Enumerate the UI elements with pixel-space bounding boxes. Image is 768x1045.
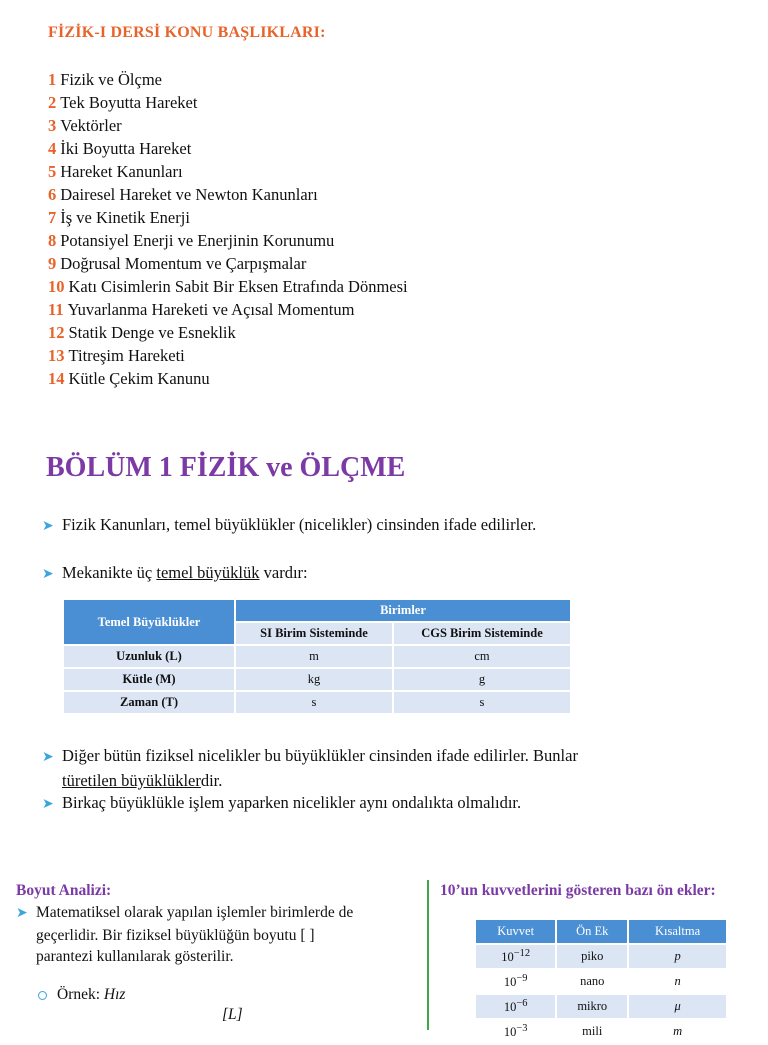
topic-item (48, 229, 408, 252)
topic-number: 6 (48, 185, 57, 204)
arrow-bullet-icon: ➤ (16, 906, 28, 921)
prefixes-table (474, 918, 728, 1045)
power-cell: $10^{-12}$ (475, 944, 556, 969)
topic-item (48, 160, 408, 183)
topic-item (48, 206, 408, 229)
topic-item (48, 68, 408, 91)
topic-text: Fizik ve Ölçme (60, 70, 162, 89)
chapter-title: BÖLÜM 1 FİZİK ve ÖLÇME (46, 452, 406, 483)
table-cell: p (628, 944, 727, 969)
bullet-temel-buyukluk (42, 561, 308, 586)
power-cell: $10^{-9}$ (475, 969, 556, 994)
table-cell: m (235, 645, 393, 668)
bullet-turetilen (42, 744, 728, 792)
topic-text: Yuvarlanma Hareketi ve Açısal Momentum (67, 300, 355, 319)
base-quantities-table (62, 598, 572, 715)
table-header: Temel Büyüklükler (63, 599, 235, 645)
topic-text: Doğrusal Momentum ve Çarpışmalar (60, 254, 307, 273)
table-row (475, 1019, 727, 1044)
boyut-line: geçerlidir. Bir fiziksel büyüklüğün boyutu [ ] (36, 926, 315, 944)
topic-item (48, 137, 408, 160)
bullet-text: dir. (200, 771, 223, 790)
prefixes-title: 10’un kuvvetlerini gösteren bazı ön ekler: (440, 882, 716, 899)
table-cell: Zaman (T) (63, 691, 235, 714)
topic-text: İş ve Kinetik Enerji (60, 208, 190, 227)
arrow-bullet-icon: ➤ (42, 750, 54, 765)
topic-number: 13 (48, 346, 65, 365)
table-cell: Uzunluk (L) (63, 645, 235, 668)
topic-number: 14 (48, 369, 65, 388)
arrow-bullet-icon: ➤ (42, 519, 54, 534)
bullet-underlined-text: temel büyüklük (156, 563, 260, 582)
topic-text: İki Boyutta Hareket (60, 139, 192, 158)
topics-list (48, 68, 408, 390)
topic-item (48, 298, 408, 321)
table-header: Ön Ek (556, 919, 628, 944)
topic-text: Potansiyel Enerji ve Enerjinin Korunumu (60, 231, 335, 250)
topic-text: Katı Cisimlerin Sabit Bir Eksen Etrafında Dönmesi (68, 277, 408, 296)
example-formula: [L] (222, 1006, 243, 1023)
bullet-fizik-kanunlari (42, 513, 536, 538)
topic-text: Titreşim Hareketi (68, 346, 185, 365)
table-row (475, 969, 727, 994)
topic-text: Hareket Kanunları (60, 162, 183, 181)
bullet-ondalik (42, 791, 728, 816)
table-header: Kısaltma (628, 919, 727, 944)
topic-number: 10 (48, 277, 65, 296)
power-cell: $10^{-3}$ (475, 1019, 556, 1044)
topic-number: 9 (48, 254, 57, 273)
table-row (63, 691, 571, 714)
bullet-text: vardır: (259, 563, 308, 582)
topic-number: 5 (48, 162, 57, 181)
table-row (63, 668, 571, 691)
table-cell: m (628, 1019, 727, 1044)
table-cell: cm (393, 645, 571, 668)
topic-item (48, 367, 408, 390)
topic-item (48, 183, 408, 206)
bullet-text: Fizik Kanunları, temel büyüklükler (nicelikler) cinsinden ifade edilirler. (62, 515, 537, 534)
arrow-bullet-icon: ➤ (42, 797, 54, 812)
table-cell: n (628, 969, 727, 994)
table-cell: mikro (556, 994, 628, 1019)
arrow-bullet-icon: ➤ (42, 567, 54, 582)
topic-number: 8 (48, 231, 57, 250)
topic-item (48, 344, 408, 367)
example-line (38, 986, 125, 1004)
table-row (63, 645, 571, 668)
table-header: Kuvvet (475, 919, 556, 944)
table-cell: Kütle (M) (63, 668, 235, 691)
example-variable: Hız (103, 986, 126, 1003)
topic-number: 3 (48, 116, 57, 135)
topics-heading: FİZİK-I DERSİ KONU BAŞLIKLARI: (48, 24, 326, 41)
power-cell: $10^{-6}$ (475, 994, 556, 1019)
boyut-line: parantezi kullanılarak gösterilir. (36, 948, 234, 965)
table-cell: piko (556, 944, 628, 969)
topic-text: Statik Denge ve Esneklik (68, 323, 236, 342)
topic-item (48, 321, 408, 344)
circle-bullet-icon (38, 991, 47, 1000)
topic-text: Kütle Çekim Kanunu (68, 369, 210, 388)
boyut-line: Matematiksel olarak yapılan işlemler birimlerde de (36, 904, 354, 921)
table-header: CGS Birim Sisteminde (393, 622, 571, 645)
topic-item (48, 91, 408, 114)
table-row (475, 994, 727, 1019)
table-cell: s (393, 691, 571, 714)
bullet-text: Diğer bütün fiziksel nicelikler bu büyüklükler cinsinden ifade edilirler. Bunlar (62, 746, 578, 765)
topic-number: 7 (48, 208, 57, 227)
topic-number: 11 (48, 300, 64, 319)
boyut-analizi-text (16, 902, 404, 968)
topic-item (48, 252, 408, 275)
topic-number: 1 (48, 70, 57, 89)
table-header: Birimler (235, 599, 571, 622)
table-cell: s (235, 691, 393, 714)
topic-item (48, 114, 408, 137)
topic-text: Tek Boyutta Hareket (60, 93, 198, 112)
table-header: SI Birim Sisteminde (235, 622, 393, 645)
bullet-underlined-text: türetilen büyüklükler (62, 771, 201, 790)
table-cell: μ (628, 994, 727, 1019)
bullet-text: Birkaç büyüklükle işlem yaparken nicelikler aynı ondalıkta olmalıdır. (62, 793, 522, 812)
topic-item (48, 275, 408, 298)
topic-text: Vektörler (60, 116, 122, 135)
topic-text: Dairesel Hareket ve Newton Kanunları (60, 185, 318, 204)
boyut-analizi-title: Boyut Analizi: (16, 882, 112, 899)
column-divider (427, 880, 429, 1030)
bullet-text: Mekanikte üç (62, 563, 157, 582)
topic-number: 4 (48, 139, 57, 158)
topic-number: 2 (48, 93, 57, 112)
table-cell: g (393, 668, 571, 691)
table-cell: nano (556, 969, 628, 994)
table-cell: mili (556, 1019, 628, 1044)
table-cell: kg (235, 668, 393, 691)
table-row (475, 944, 727, 969)
topic-number: 12 (48, 323, 65, 342)
example-label: Örnek: (57, 986, 101, 1003)
